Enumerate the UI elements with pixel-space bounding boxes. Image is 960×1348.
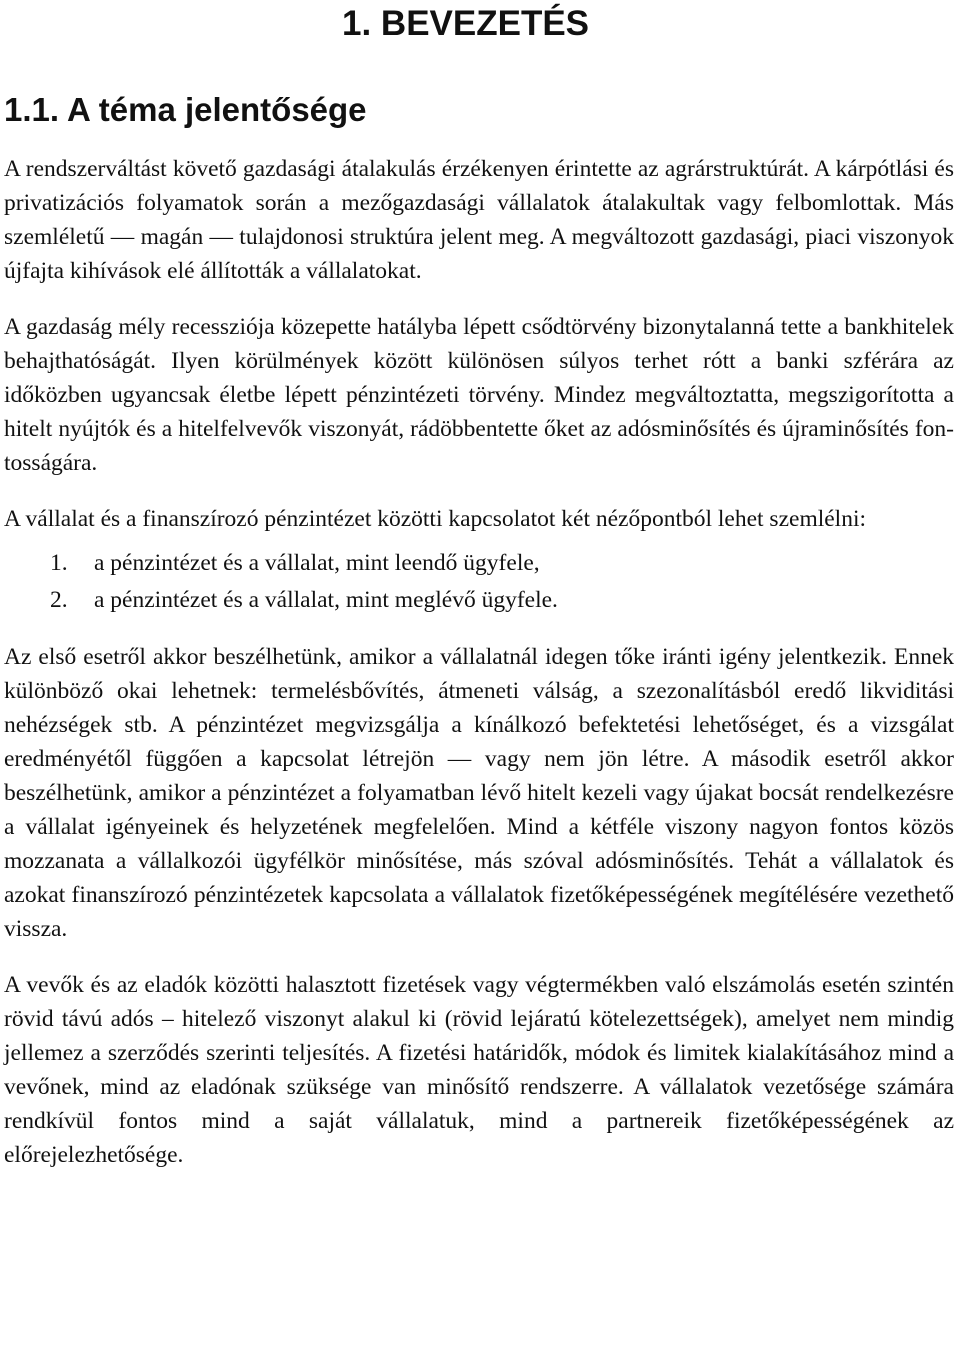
paragraph: A gazdaság mély recessziója közepette hatályba lépett csődtörvény bizonytalanná tette a bankhitelek behajthatóságát. Ilyen körülmények között különösen súlyos terhet rótt a banki szférára az időközben ugyancsak életbe lépett pénzintézeti törvény. Mindez megváltoztatta, megszigorította a hitelt nyújtók és a hitelfelvevők viszonyát, rádöbbentette őket az adósminősítés és újraminősítés fontosságára. <box>4 314 954 476</box>
chapter-title: 1. BEVEZETÉS <box>342 4 590 43</box>
list-item-text: a pénzintézet és a vállalat, mint meglévő ügyfele. <box>94 586 558 613</box>
list-item-text: a pénzintézet és a vállalat, mint leendő ügyfele, <box>94 549 540 576</box>
paragraph: A vevők és az eladók közötti halasztott fizetések vagy végtermékben való elszámolás esetén szintén rövid távú adós – hitelező viszonyt alakul ki (rövid lejáratú kötelezettségek), amelyet nem mindig jellemez a szerződés szerinti teljesítés. A fizetési határidők, módok és limitek kialakításához mind a vevőnek, mind az eladónak szüksége van minősítő rendszerre. A vállalatok vezetősége számára rendkívül fontos mind a saját vállalatuk, mind a partnereik fizetőképességének az előrejelezhetősége. <box>4 972 954 1168</box>
viewpoint-list <box>4 544 954 618</box>
paragraph: A rendszerváltást követő gazdasági átalakulás érzékenyen érintette az agrárstruktúrát. A kárpótlási és privatizációs folyamatok során a mezőgazdasági vállalatok átalakultak vagy felbomlottak. Más szemléletű — magán — tulajdonosi struktúra jelent meg. A megváltozott gazdasági, piaci viszonyok újfajta kihívások elé állították a vállalatokat. <box>4 156 954 284</box>
list-item <box>4 581 954 618</box>
paragraph: A vállalat és a finanszírozó pénzintézet közötti kapcsolatot két nézőpontból lehet szemlélni: <box>4 506 867 532</box>
list-item-number: 1. <box>50 549 68 576</box>
body-text <box>4 152 954 1194</box>
paragraph: Az első esetről akkor beszélhetünk, amikor a vállalatnál idegen tőke iránti igény jelentkezik. Ennek különböző okai lehetnek: termelésbővítés, átmeneti válság, a szezonalításból eredő likviditási nehézségek stb. A pénzintézet megvizsgálja a kínálkozó befektetési lehetőséget, és a vizsgálat eredményétől függően a kapcsolat létrejön — vagy nem jön létre. A második esetről akkor beszélhetünk, amikor a pénzintézet a folyamatban lévő hitelt kezeli vagy újakat bocsát rendelkezésre a vállalat igényeinek és helyzetének megfelelően. Mind a kétféle viszony nagyon fontos közös mozzanata a vállalkozói ügyfélkör minősítése, más szóval adósminősítés. Tehát a vállalatok és azokat finanszírozó pénzintézetek kapcsolata a vállalatok fizetőképességének megítélésére vezethető vissza. <box>4 644 954 942</box>
list-item <box>4 544 954 581</box>
list-item-number: 2. <box>50 586 68 613</box>
section-title: 1.1. A téma jelentősége <box>4 91 367 128</box>
